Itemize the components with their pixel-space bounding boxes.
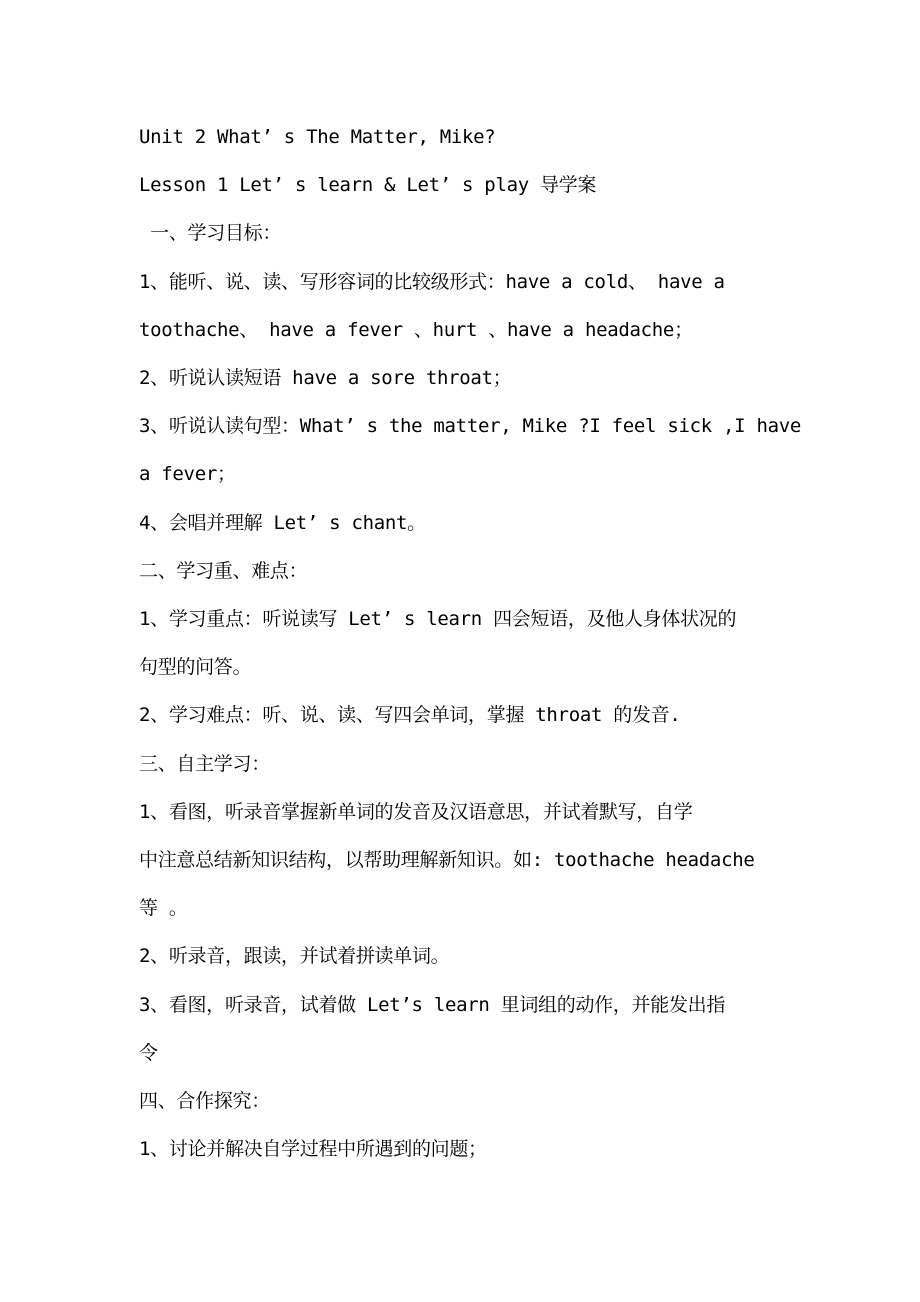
text-line: 4、会唱并理解 Let’ s chant。 — [139, 511, 426, 534]
text-line: 3、看图，听录音，试着做 Let’s learn 里词组的动作，并能发出指 — [139, 993, 726, 1016]
text-line: a fever； — [139, 463, 236, 486]
document-title: Unit 2 What’ s The Matter, Mike? — [139, 126, 496, 148]
text-line: 2、听录音，跟读，并试着拼读单词。 — [139, 945, 450, 968]
text-line: 3、听说认读句型：What’ s the matter, Mike ?I feel sick ,I have — [139, 415, 801, 438]
text-line: 1、学习重点：听说读写 Let’ s learn 四会短语，及他人身体状况的 — [139, 608, 737, 630]
text-line: 四、合作探究： — [139, 1090, 270, 1112]
text-line: 1、看图，听录音掌握新单词的发音及汉语意思，并试着默写，自学 — [139, 800, 693, 823]
text-line: 三、自主学习： — [139, 752, 270, 775]
text-line: 一、学习目标： — [139, 222, 282, 245]
text-line: 句型的问答。 — [139, 656, 252, 679]
text-line: 1、讨论并解决自学过程中所遇到的问题； — [139, 1138, 487, 1161]
text-line: 中注意总结新知识结构，以帮助理解新知识。如: toothache headache — [139, 849, 755, 871]
text-line: 2、听说认读短语 have a sore throat； — [139, 367, 512, 389]
text-line: 2、学习难点：听、说、读、写四会单词，掌握 throat 的发音. — [139, 704, 681, 727]
text-line: 令 — [139, 1041, 158, 1064]
text-line: 二、学习重、难点： — [139, 559, 308, 582]
text-line: 1、能听、说、读、写形容词的比较级形式：have a cold、 have a — [139, 270, 725, 293]
document-subtitle: Lesson 1 Let’ s learn & Let’ s play 导学案 — [139, 174, 597, 197]
text-line: 等 。 — [139, 897, 188, 920]
text-line: toothache、 have a fever 、hurt 、have a headache； — [139, 318, 693, 341]
